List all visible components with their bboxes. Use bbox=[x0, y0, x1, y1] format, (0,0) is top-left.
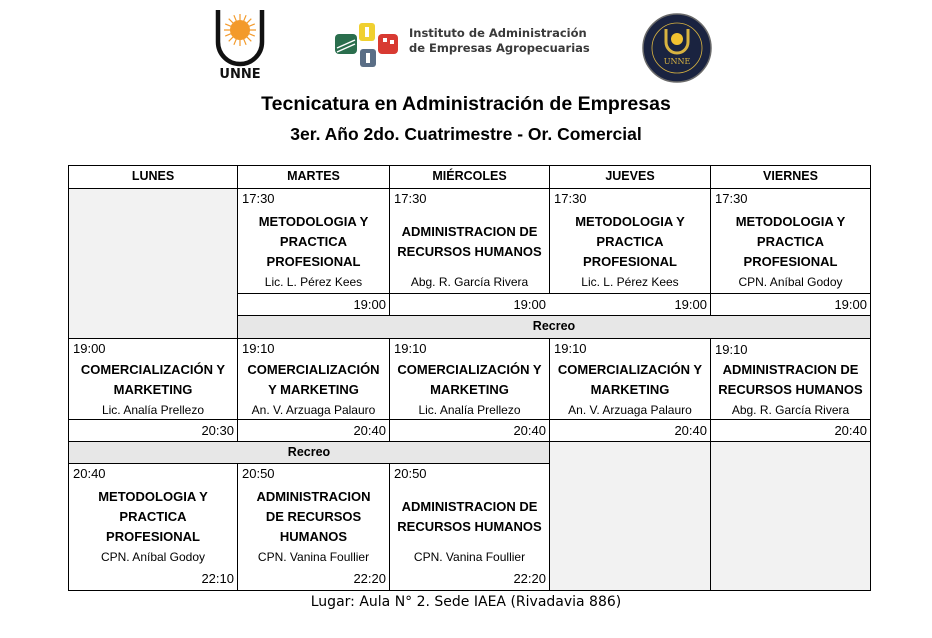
end-time: 19:00 bbox=[834, 297, 867, 312]
subject-name bbox=[71, 487, 235, 547]
subject-line: MARKETING bbox=[113, 382, 193, 397]
location-footer: Lugar: Aula N° 2. Sede IAEA (Rivadavia 886) bbox=[310, 594, 622, 610]
subject-name bbox=[552, 360, 708, 400]
header-jueves: JUEVES bbox=[549, 165, 711, 189]
end-time-cell bbox=[68, 419, 238, 442]
class-cell bbox=[237, 463, 390, 591]
svg-text:UNNE: UNNE bbox=[663, 57, 691, 66]
subject-line: ADMINISTRACION DE bbox=[401, 224, 538, 239]
subject-name bbox=[713, 360, 868, 400]
iaea-name-line2: de Empresas Agropecuarias bbox=[409, 41, 590, 55]
start-time: 20:50 bbox=[394, 466, 427, 481]
page-title: Tecnicatura en Administración de Empresas bbox=[261, 93, 671, 115]
subject-line: MARKETING bbox=[430, 382, 509, 397]
subject-name bbox=[71, 360, 235, 400]
subject-line: METODOLOGIA Y bbox=[258, 214, 369, 229]
iaea-name-line1: Instituto de Administración bbox=[409, 26, 587, 40]
subject-line: PRACTICA bbox=[119, 509, 187, 524]
subject-line: COMERCIALIZACIÓN Y bbox=[80, 362, 226, 377]
class-cell bbox=[389, 188, 550, 294]
subject-line: ADMINISTRACION bbox=[256, 489, 371, 504]
subject-line: PRACTICA bbox=[279, 234, 348, 249]
start-time: 17:30 bbox=[715, 191, 748, 206]
professor: CPN. Vanina Foullier bbox=[257, 550, 370, 564]
header-viernes: VIERNES bbox=[710, 165, 871, 189]
class-cell bbox=[389, 463, 550, 591]
recreo-break-row: Recreo bbox=[237, 315, 871, 339]
subject-line: RECURSOS HUMANOS bbox=[397, 519, 542, 534]
start-time: 19:00 bbox=[73, 341, 106, 356]
end-time-cell-merged bbox=[389, 293, 711, 316]
end-time-cell bbox=[710, 419, 871, 442]
class-cell bbox=[389, 338, 550, 420]
subject-name bbox=[713, 212, 868, 272]
class-cell bbox=[710, 188, 871, 294]
subject-line: PROFESIONAL bbox=[743, 254, 838, 269]
subject-line: DE RECURSOS bbox=[265, 509, 362, 524]
end-time: 20:40 bbox=[353, 423, 386, 438]
professor: Abg. R. García Rivera bbox=[731, 403, 850, 417]
class-cell bbox=[237, 338, 390, 420]
subject-name bbox=[240, 360, 387, 400]
start-time: 19:10 bbox=[394, 341, 427, 356]
professor: An. V. Arzuaga Palauro bbox=[251, 403, 376, 417]
class-cell bbox=[68, 338, 238, 420]
end-time-cell bbox=[237, 419, 390, 442]
start-time: 17:30 bbox=[554, 191, 587, 206]
svg-text:UNNE: UNNE bbox=[219, 67, 261, 80]
subject-name bbox=[392, 497, 547, 537]
subject-line: COMERCIALIZACIÓN Y bbox=[397, 362, 542, 377]
empty-cell-lunes-block1 bbox=[68, 188, 238, 339]
start-time: 17:30 bbox=[242, 191, 275, 206]
class-cell bbox=[237, 188, 390, 294]
start-time: 19:10 bbox=[242, 341, 275, 356]
subject-line: Y MARKETING bbox=[268, 382, 359, 397]
end-time: 20:30 bbox=[201, 423, 234, 438]
end-time-cell bbox=[389, 419, 550, 442]
subject-line: METODOLOGIA Y bbox=[735, 214, 846, 229]
header-martes: MARTES bbox=[237, 165, 390, 189]
page-subtitle: 3er. Año 2do. Cuatrimestre - Or. Comercial bbox=[290, 124, 642, 144]
subject-line: PROFESIONAL bbox=[106, 529, 200, 544]
start-time: 19:10 bbox=[715, 342, 748, 357]
professor: CPN. Aníbal Godoy bbox=[738, 275, 843, 289]
start-time: 19:10 bbox=[554, 341, 587, 356]
professor: CPN. Aníbal Godoy bbox=[100, 550, 206, 564]
end-time-cell bbox=[237, 293, 390, 316]
end-time: 22:20 bbox=[513, 571, 546, 586]
start-time: 20:50 bbox=[242, 466, 275, 481]
subject-line: PRACTICA bbox=[596, 234, 664, 249]
end-time-cell bbox=[710, 293, 871, 316]
subject-line: PROFESIONAL bbox=[266, 254, 361, 269]
recreo-break-row: Recreo bbox=[68, 441, 550, 464]
subject-name bbox=[240, 212, 387, 272]
end-time: 22:10 bbox=[201, 571, 234, 586]
subject-line: MARKETING bbox=[590, 382, 670, 397]
subject-line: COMERCIALIZACIÓN bbox=[247, 362, 380, 377]
professor: CPN. Vanina Foullier bbox=[413, 550, 526, 564]
professor: Lic. L. Pérez Kees bbox=[581, 275, 679, 289]
end-time: 19:00 bbox=[513, 297, 546, 312]
subject-line: ADMINISTRACION DE bbox=[722, 362, 859, 377]
empty-cell-viernes-block3 bbox=[710, 441, 871, 591]
subject-line: COMERCIALIZACIÓN Y bbox=[557, 362, 703, 377]
subject-line: METODOLOGIA Y bbox=[98, 489, 208, 504]
professor: An. V. Arzuaga Palauro bbox=[568, 403, 692, 417]
end-time: 22:20 bbox=[353, 571, 386, 586]
professor: Lic. L. Pérez Kees bbox=[264, 275, 363, 289]
end-time: 19:00 bbox=[353, 297, 386, 312]
end-time: 20:40 bbox=[513, 423, 546, 438]
subject-line: ADMINISTRACION DE bbox=[401, 499, 538, 514]
subject-line: METODOLOGIA Y bbox=[575, 214, 685, 229]
class-cell bbox=[549, 338, 711, 420]
class-cell bbox=[68, 463, 238, 591]
class-cell bbox=[549, 188, 711, 294]
professor: Abg. R. García Rivera bbox=[410, 275, 529, 289]
subject-name bbox=[240, 487, 387, 547]
professor: Lic. Analía Prellezo bbox=[418, 403, 521, 417]
subject-line: RECURSOS HUMANOS bbox=[718, 382, 863, 397]
subject-line: PROFESIONAL bbox=[583, 254, 677, 269]
subject-name bbox=[552, 212, 708, 272]
subject-line: PRACTICA bbox=[756, 234, 825, 249]
end-time: 19:00 bbox=[674, 297, 707, 312]
subject-line: HUMANOS bbox=[279, 529, 348, 544]
end-time-cell bbox=[549, 419, 711, 442]
header-lunes: LUNES bbox=[68, 165, 238, 189]
subject-line: RECURSOS HUMANOS bbox=[397, 244, 542, 259]
end-time: 20:40 bbox=[674, 423, 707, 438]
class-cell bbox=[710, 338, 871, 420]
header-miercoles: MIÉRCOLES bbox=[389, 165, 550, 189]
empty-cell-jueves-block3 bbox=[549, 441, 711, 591]
start-time: 17:30 bbox=[394, 191, 427, 206]
end-time: 20:40 bbox=[834, 423, 867, 438]
subject-name bbox=[392, 222, 547, 262]
start-time: 20:40 bbox=[73, 466, 106, 481]
subject-name bbox=[392, 360, 547, 400]
professor: Lic. Analía Prellezo bbox=[101, 403, 205, 417]
